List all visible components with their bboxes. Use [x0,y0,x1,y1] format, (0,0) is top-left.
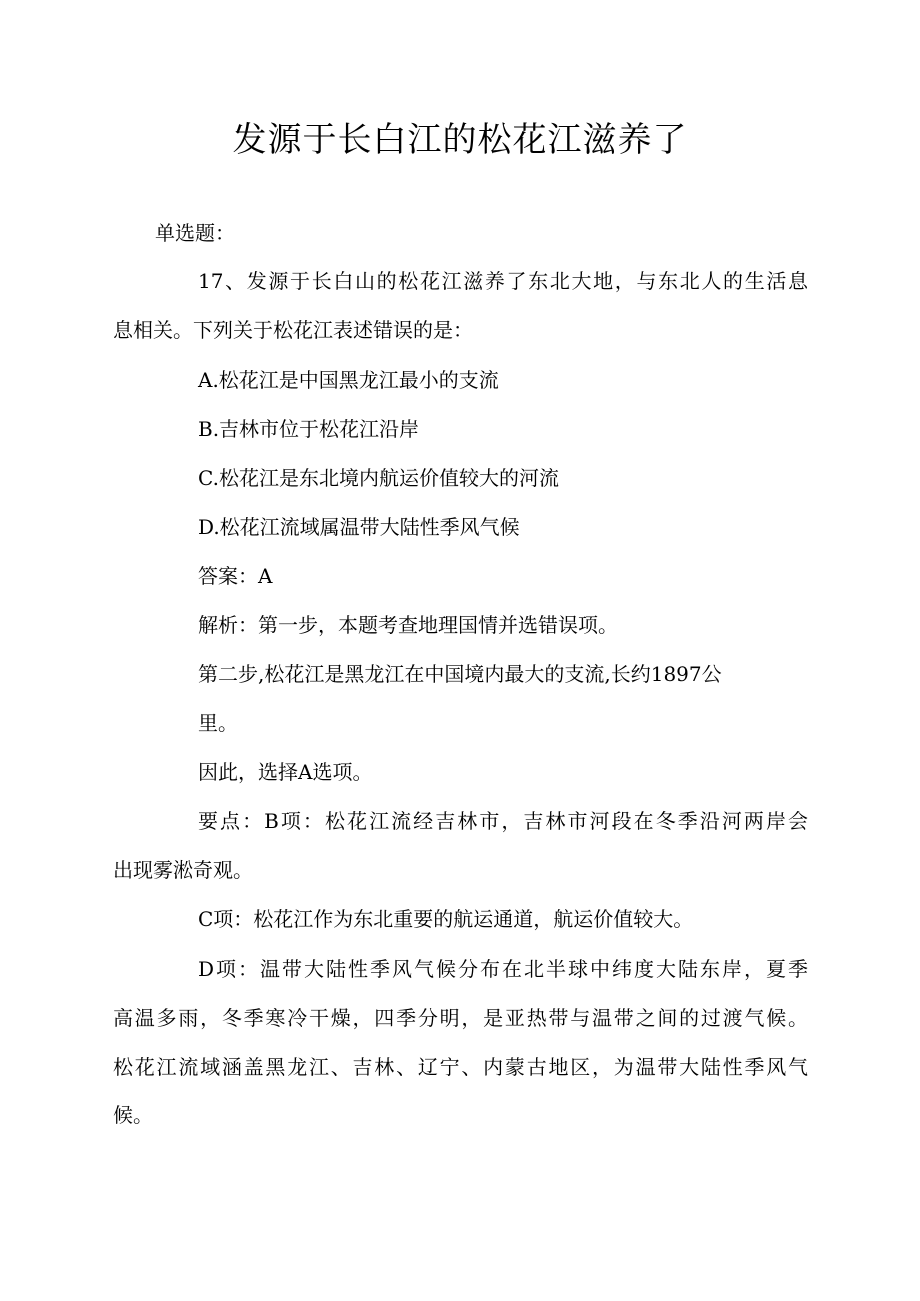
key-point-d-line-3: 松花江流域涵盖黑龙江、吉林、辽宁、内蒙古地区，为温带大陆性季风气 [113,1055,808,1079]
analysis-step-2-line-2: 里。 [198,711,238,735]
analysis-step-1: 解析：第一步，本题考查地理国情并选错误项。 [198,613,618,637]
option-c: C.松花江是东北境内航运价值较大的河流 [198,466,559,490]
document-title: 发源于长白江的松花江滋养了 [232,120,688,160]
option-b: B.吉林市位于松花江沿岸 [198,417,420,441]
key-point-d-line-2: 高温多雨，冬季寒冷干燥，四季分明，是亚热带与温带之间的过渡气候。 [113,1006,808,1030]
analysis-conclusion: 因此，选择A选项。 [198,760,373,784]
option-d: D.松花江流域属温带大陆性季风气候 [198,515,520,539]
analysis-step-2-line-1: 第二步,松花江是黑龙江在中国境内最大的支流,长约1897公 [198,662,722,686]
answer-text: 答案：A [198,564,273,588]
section-label: 单选题： [155,221,235,245]
question-line-2: 息相关。下列关于松花江表述错误的是： [113,318,473,342]
key-point-d-line-1: D项：温带大陆性季风气候分布在北半球中纬度大陆东岸，夏季 [198,957,808,981]
question-line-1: 17、发源于长白山的松花江滋养了东北大地，与东北人的生活息 [198,269,808,293]
option-a: A.松花江是中国黑龙江最小的支流 [198,368,499,392]
key-point-d-line-4: 候。 [113,1103,153,1127]
key-point-c: C项：松花江作为东北重要的航运通道，航运价值较大。 [198,907,694,931]
key-point-b-line-1: 要点：B项：松花江流经吉林市，吉林市河段在冬季沿河两岸会 [198,809,808,833]
key-point-b-line-2: 出现雾淞奇观。 [113,858,253,882]
